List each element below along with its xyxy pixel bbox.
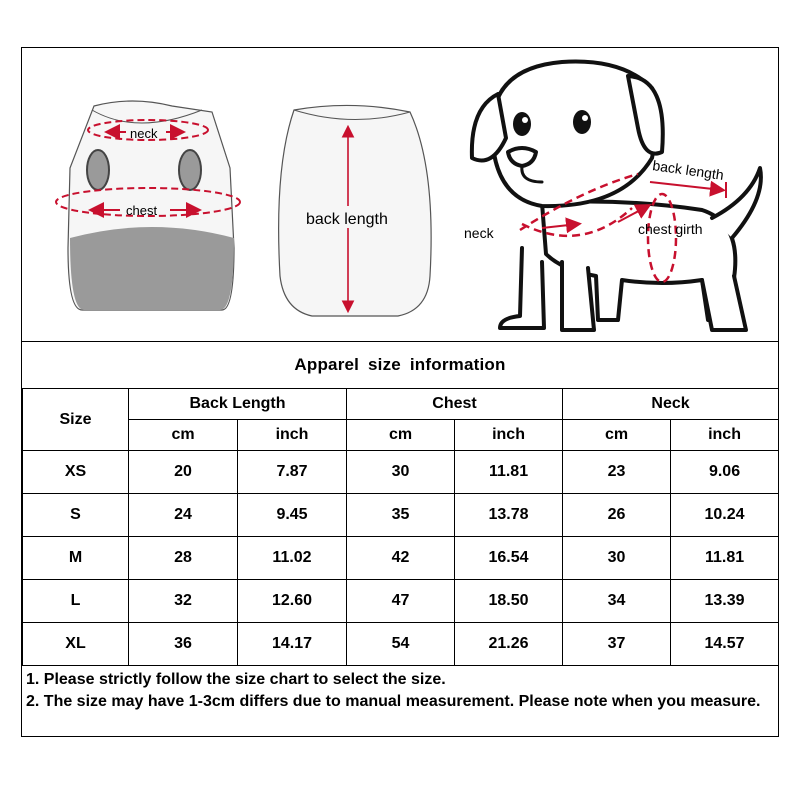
value-cell: 34 [563, 580, 671, 623]
table-row [23, 623, 779, 666]
size-cell: L [23, 580, 129, 623]
table-row [23, 537, 779, 580]
table-row [23, 494, 779, 537]
size-cell: XL [23, 623, 129, 666]
value-cell: 35 [347, 494, 455, 537]
value-cell: 21.26 [455, 623, 563, 666]
unit-header: inch [455, 420, 563, 451]
table-row [23, 580, 779, 623]
front-vest-diagram [56, 101, 240, 310]
value-cell: 30 [347, 451, 455, 494]
illustration-panel [22, 48, 778, 342]
value-cell: 9.45 [238, 494, 347, 537]
unit-header: cm [129, 420, 238, 451]
front-neck-label: neck [130, 126, 158, 141]
value-cell: 36 [129, 623, 238, 666]
value-cell: 12.60 [238, 580, 347, 623]
value-cell: 24 [129, 494, 238, 537]
value-cell: 23 [563, 451, 671, 494]
value-cell: 9.06 [671, 451, 779, 494]
dog-back-length-label: back length [651, 157, 725, 183]
size-table [22, 388, 779, 666]
value-cell: 16.54 [455, 537, 563, 580]
unit-header: cm [347, 420, 455, 451]
dog-diagram [472, 62, 761, 330]
unit-header: inch [671, 420, 779, 451]
notes-section [26, 669, 774, 713]
size-cell: XS [23, 451, 129, 494]
value-cell: 11.81 [671, 537, 779, 580]
value-cell: 32 [129, 580, 238, 623]
value-cell: 42 [347, 537, 455, 580]
value-cell: 20 [129, 451, 238, 494]
value-cell: 54 [347, 623, 455, 666]
value-cell: 11.02 [238, 537, 347, 580]
size-cell: S [23, 494, 129, 537]
value-cell: 11.81 [455, 451, 563, 494]
value-cell: 30 [563, 537, 671, 580]
unit-header: inch [238, 420, 347, 451]
size-cell: M [23, 537, 129, 580]
group-header-chest: Chest [347, 389, 563, 420]
value-cell: 28 [129, 537, 238, 580]
value-cell: 26 [563, 494, 671, 537]
value-cell: 37 [563, 623, 671, 666]
table-title: Apparel size information [294, 355, 506, 374]
table-row [23, 451, 779, 494]
value-cell: 13.78 [455, 494, 563, 537]
note-1: 1. Please strictly follow the size chart to select the size. [26, 671, 446, 688]
value-cell: 13.39 [671, 580, 779, 623]
back-vest-diagram [279, 105, 432, 316]
value-cell: 14.17 [238, 623, 347, 666]
note-2: 2. The size may have 1-3cm differs due to manual measurement. Please note when you measure. [26, 693, 761, 710]
value-cell: 10.24 [671, 494, 779, 537]
value-cell: 7.87 [238, 451, 347, 494]
dog-neck-label: neck [464, 225, 494, 241]
size-chart-frame [21, 47, 779, 737]
value-cell: 47 [347, 580, 455, 623]
group-header-back-length: Back Length [129, 389, 347, 420]
unit-header: cm [563, 420, 671, 451]
value-cell: 18.50 [455, 580, 563, 623]
back-vest-length-label: back length [306, 211, 388, 228]
dog-chest-girth-label: chest girth [638, 221, 703, 237]
front-chest-label: chest [126, 203, 158, 218]
size-column-header: Size [23, 389, 129, 451]
value-cell: 14.57 [671, 623, 779, 666]
group-header-neck: Neck [563, 389, 779, 420]
